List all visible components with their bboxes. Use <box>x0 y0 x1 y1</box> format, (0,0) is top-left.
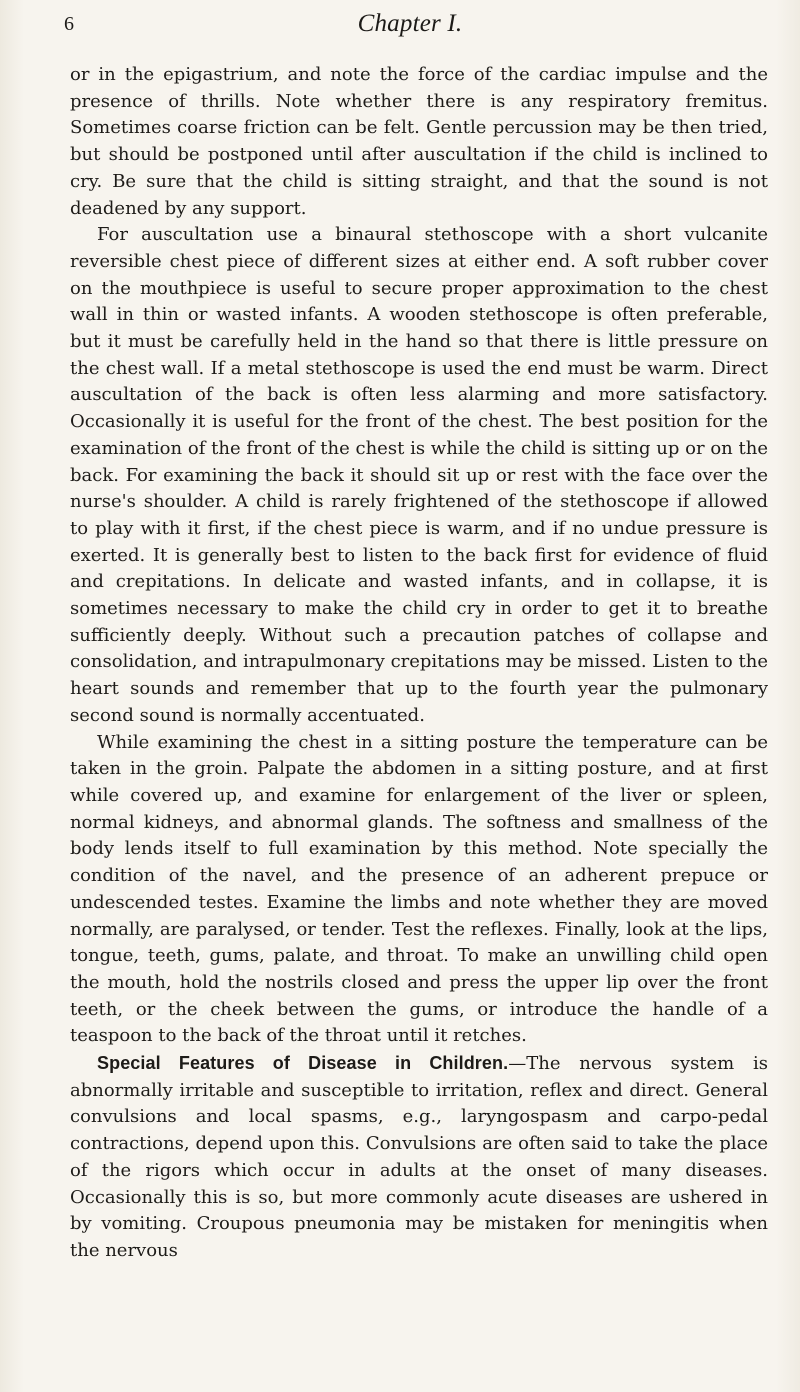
paragraph-special-features <box>70 1050 768 1265</box>
page-number: 6 <box>64 13 74 35</box>
section-text: —The nervous system is abnormally irritable and susceptible to irritation, reflex and direct. General convulsions and local spasms, e.g., laryngospasm and carpo-pedal contractions, depend upon this. Convulsions are often said to take the place of the rigors which occur in adults at the onset of many diseases. Occasionally this is so, but more commonly acute diseases are ushered in by vomiting. Croupous pneumonia may be mistaken for meningitis when the nervous <box>70 1053 768 1261</box>
paragraph-abdominal-examination: While examining the chest in a sitting posture the temperature can be taken in the groin. Palpate the abdomen in a sitting posture, and at first while covered up, and examine for enlargement of the liver or spleen, normal kidneys, and abnormal glands. The softness and smallness of the body lends itself to full examination by this method. Note specially the condition of the navel, and the presence of an adherent prepuce or undescended testes. Examine the limbs and note whether they are moved normally, are paralysed, or tender. Test the reflexes. Finally, look at the lips, tongue, teeth, gums, palate, and throat. To make an unwilling child open the mouth, hold the nostrils closed and press the upper lip over the front teeth, or the cheek between the gums, or introduce the handle of a teaspoon to the back of the throat until it retches. <box>70 731 768 1047</box>
paragraph-examination-continued: or in the epigastrium, and note the force of the cardiac impulse and the presence of thrills. Note whether there is any respiratory fremitus. Sometimes coarse friction can be felt. Gentle percussion may be then tried, but should be postponed until after auscultation if the child is inclined to cry. Be sure that the child is sitting straight, and that the sound is not deadened by any support. <box>70 64 768 219</box>
paragraph-auscultation: For auscultation use a binaural stethoscope with a short vulcanite reversible chest piece of different sizes at either end. A soft rubber cover on the mouthpiece is useful to secure proper approximation to the chest wall in thin or wasted infants. A wooden stethoscope is often preferable, but it must be carefully held in the hand so that there is little pressure on the chest wall. If a metal stethoscope is used the end must be warm. Direct auscultation of the back is often less alarming and more satisfactory. Occasionally it is useful for the front of the chest. The best position for the examination of the front of the chest is while the child is sitting up or on the back. For examining the back it should sit up or rest with the face over the nurse's shoulder. A child is rarely frightened of the stethoscope if allowed to play with it first, if the chest piece is warm, and if no undue pressure is exerted. It is generally best to listen to the back first for evidence of fluid and crepitations. In delicate and wasted infants, and in collapse, it is sometimes necessary to make the child cry in order to get it to breathe sufficiently deeply. Without such a precaution patches of collapse and consolidation, and intrapulmonary crepitations may be missed. Listen to the heart sounds and remember that up to the fourth year the pulmonary second sound is normally accentuated. <box>70 224 768 726</box>
section-heading: Special Features of Disease in Children. <box>97 1053 509 1074</box>
running-head: Chapter I. <box>357 10 463 37</box>
page-body <box>70 62 768 1265</box>
page-header <box>50 10 770 50</box>
